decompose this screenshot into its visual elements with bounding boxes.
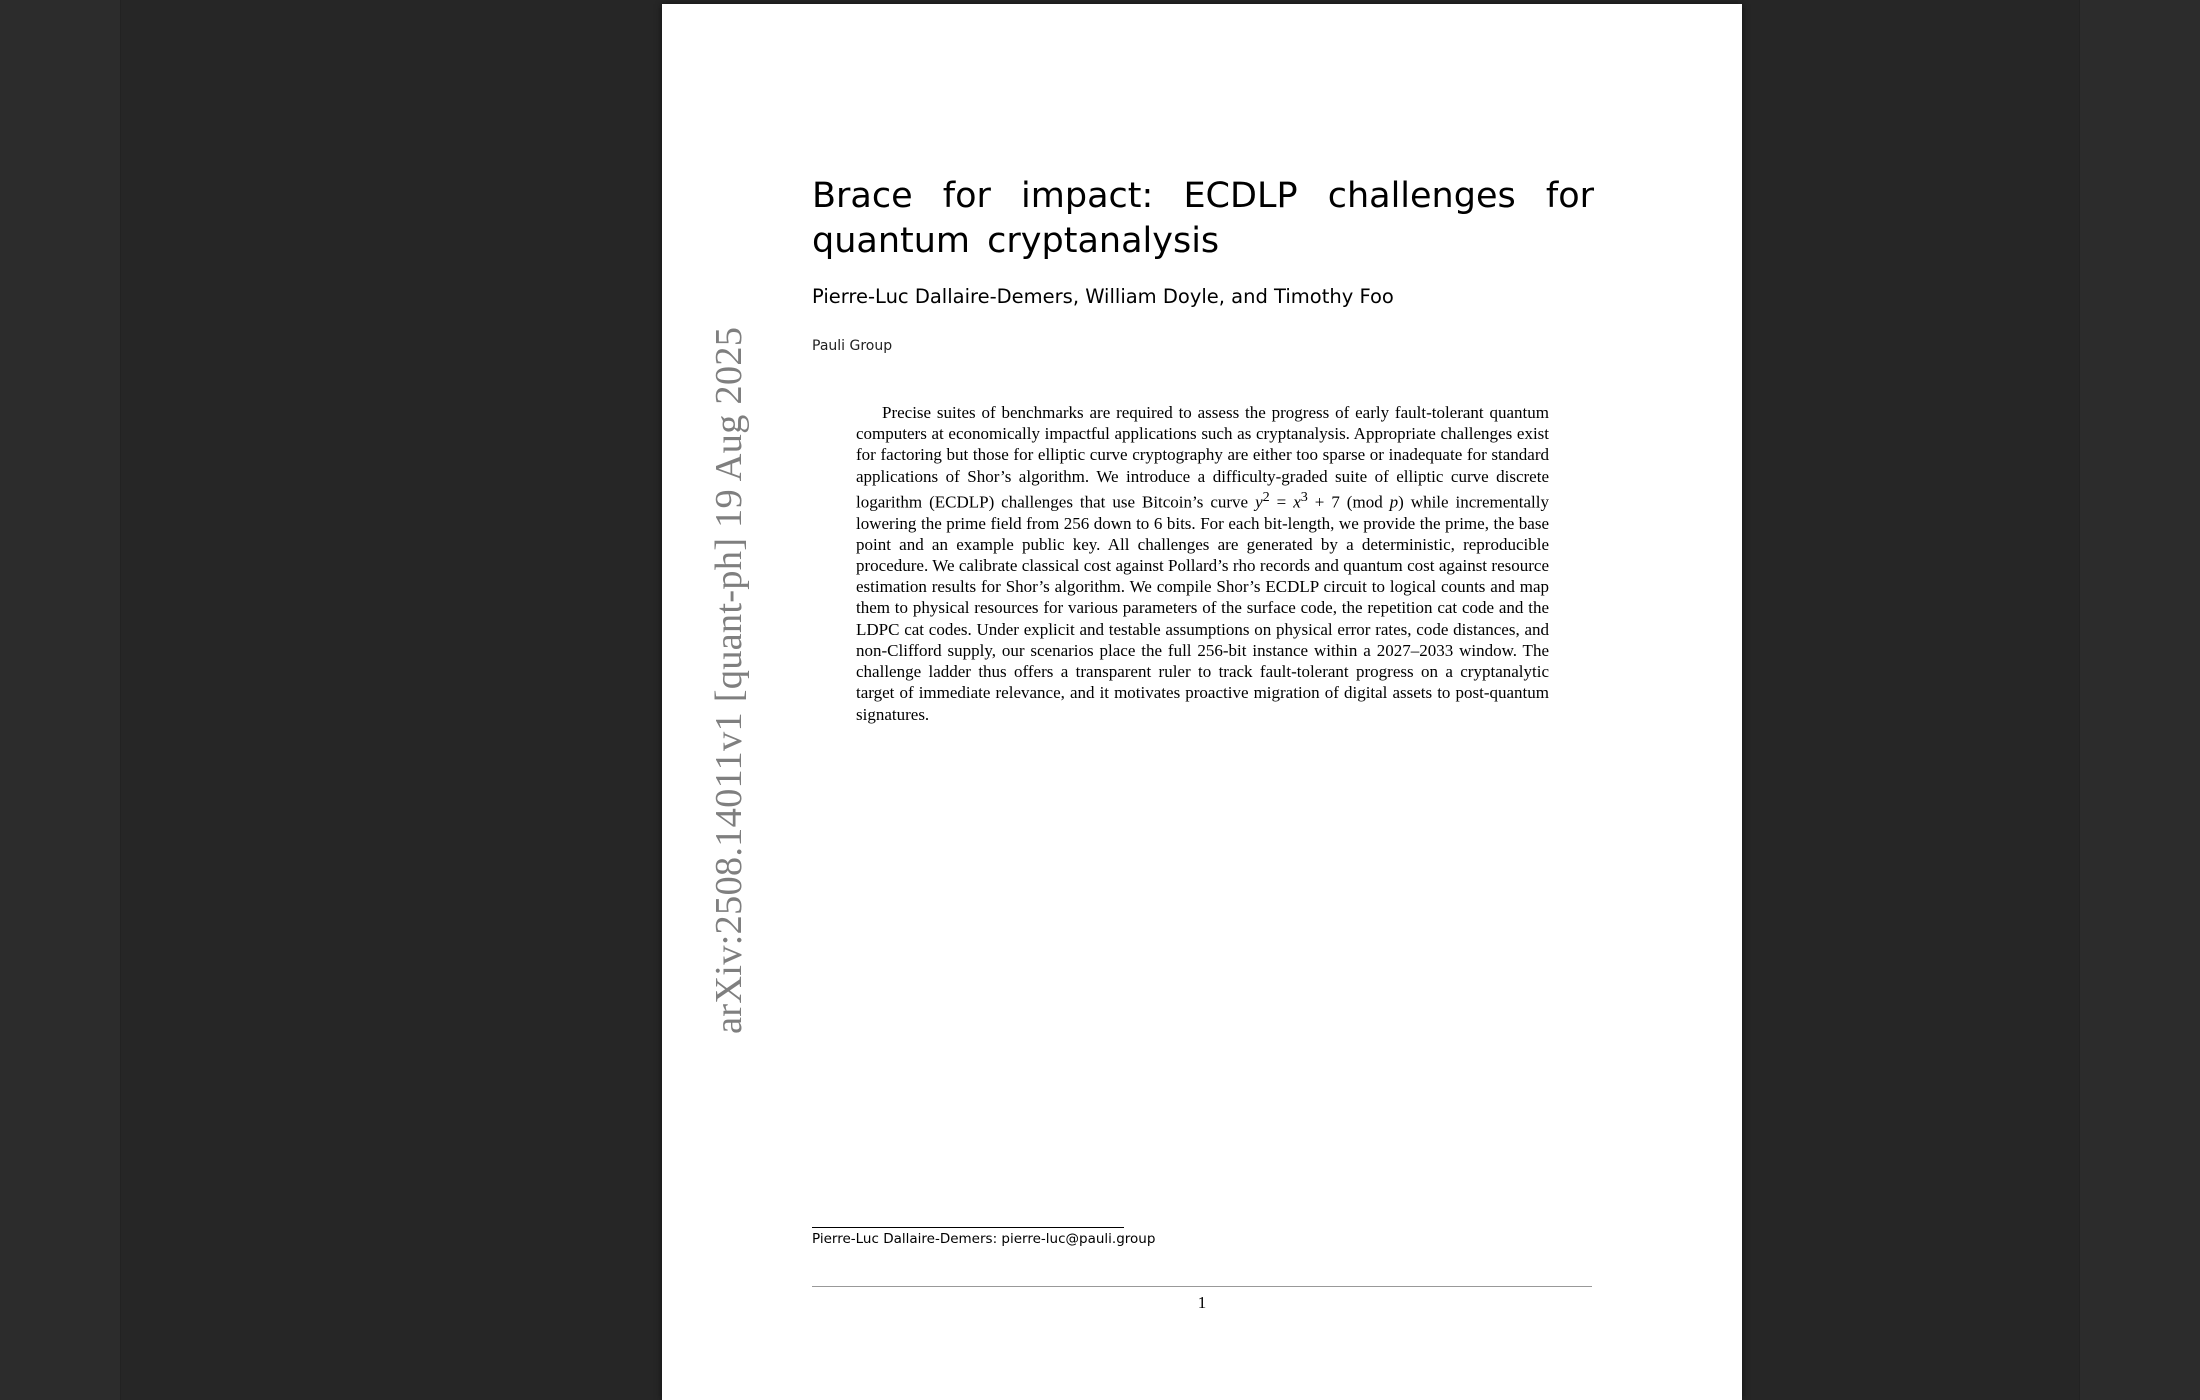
- footnote-divider: [812, 1227, 1124, 1228]
- abstract-text-part-2: while incrementally lowering the prime field from 256 down to 6 bits. For each bit-length, we provide the prime, the base point and an example public key. All challenges are generated by a deterministic, reproducible procedure. We calibrate classical cost against Pollard’s rho records and quantum cost against resource estimation results for Shor’s algorithm. We compile Shor’s ECDLP circuit to logical counts and map them to physical resources for various parameters of the surface code, the repetition cat code and the LDPC cat codes. Under explicit and testable assumptions on physical error rates, code distances, and non-Clifford supply, our scenarios place the full 256-bit instance within a 2027–2033 window. The challenge ladder thus offers a transparent ruler to track fault-tolerant progress on a cryptanalytic target of immediate relevance, and it motivates proactive migration of digital assets to post-quantum signatures.: [856, 492, 1549, 724]
- equation-y: y: [1255, 492, 1263, 512]
- footnote-contact: Pierre-Luc Dallaire-Demers: pierre-luc@pauli.group: [812, 1231, 1156, 1247]
- equation-exponent-2: 2: [1262, 488, 1270, 505]
- page-footer-divider: [812, 1286, 1592, 1287]
- abstract: [856, 402, 1549, 725]
- abstract-text-part-1: Precise suites of benchmarks are required to assess the progress of early fault-tolerant quantum computers at economically impactful applications such as cryptanalysis. Appropriate challenges exist for factoring but those for elliptic curve cryptography are either too sparse or inadequate for standard applications of Shor’s algorithm. We introduce a difficulty-graded suite of elliptic curve discrete logarithm (ECDLP) challenges that use Bitcoin’s curve: [856, 403, 1549, 512]
- left-side-panel: [0, 0, 121, 1400]
- pdf-page: [662, 4, 1742, 1400]
- paper-title: Brace for impact: ECDLP challenges for quantum cryptanalysis: [812, 176, 1594, 261]
- page-number: 1: [1197, 1293, 1207, 1312]
- author-affiliation: Pauli Group: [812, 338, 893, 354]
- equation-p: p: [1389, 492, 1399, 512]
- equation-close: ): [1398, 492, 1404, 512]
- equation-mod: + 7 (mod: [1307, 492, 1390, 512]
- equation-x: x: [1293, 492, 1301, 512]
- paper-authors: Pierre-Luc Dallaire-Demers, William Doyle, and Timothy Foo: [812, 285, 1394, 308]
- arxiv-identifier-stamp: arXiv:2508.14011v1 [quant-ph] 19 Aug 2025: [708, 326, 750, 1034]
- document-viewer[interactable]: [121, 0, 2079, 1400]
- right-side-panel: [2079, 0, 2200, 1400]
- equation-exponent-3: 3: [1300, 488, 1308, 505]
- equation-equals: =: [1269, 492, 1294, 512]
